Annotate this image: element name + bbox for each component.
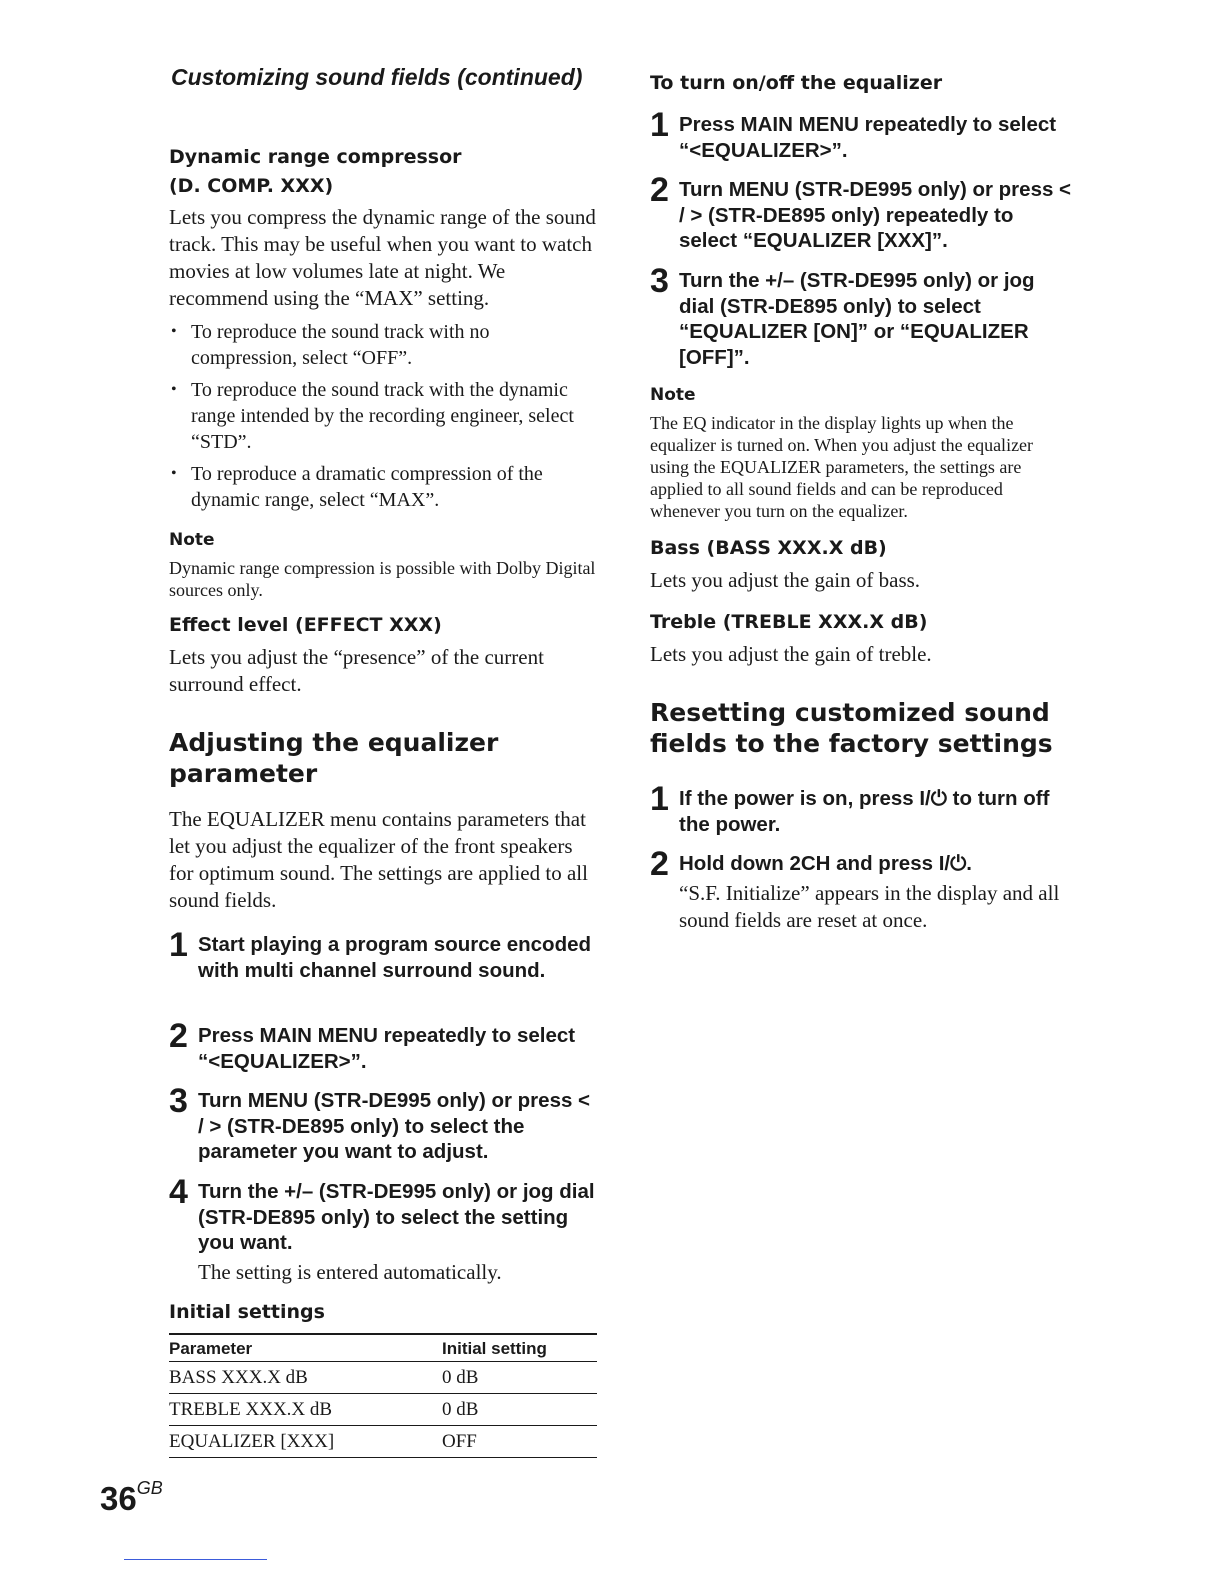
cell-parameter: BASS XXX.X dB — [169, 1362, 442, 1394]
column-header-initial-setting: Initial setting — [442, 1334, 597, 1362]
running-header: Customizing sound fields (continued) — [171, 64, 583, 90]
dynamic-range-heading-line1: Dynamic range compressor — [169, 146, 462, 168]
step-number: 1 — [650, 780, 669, 818]
equalizer-intro: The EQUALIZER menu contains parameters that let you adjust the equalizer of the front speakers for optimum sound. The settings are applied to all sound fields. — [169, 807, 588, 912]
equalizer-onoff-heading: To turn on/off the equalizer — [650, 72, 943, 94]
reset-step-1 — [650, 780, 1075, 837]
dynamic-range-heading-line2: (D. COMP. XXX) — [169, 175, 334, 197]
step-text: Turn MENU (STR-DE995 only) or press < / > (STR-DE895 only) repeatedly to select “EQUALIZER [XXX]”. — [679, 178, 1072, 252]
step-text: Start playing a program source encoded with multi channel surround sound. — [198, 933, 592, 982]
page-number-value: 36 — [100, 1480, 137, 1517]
note-label: Note — [650, 385, 696, 405]
step-text: Turn the +/– (STR-DE995 only) or jog dial (STR-DE895 only) to select “EQUALIZER [ON]” or “EQUALIZER [OFF]”. — [679, 269, 1035, 369]
step-text: Press MAIN MENU repeatedly to select “<EQUALIZER>”. — [679, 113, 1057, 162]
equalizer-section-title-line1: Adjusting the equalizer — [169, 728, 499, 757]
effect-level-body: Lets you adjust the “presence” of the current surround effect. — [169, 645, 544, 696]
step-number: 2 — [169, 1017, 188, 1055]
note-label: Note — [169, 530, 215, 550]
onoff-step-1 — [650, 106, 1075, 163]
reset-step-2 — [650, 845, 1075, 934]
table-header-row — [169, 1334, 597, 1362]
step-number: 2 — [650, 171, 669, 209]
bullet-item: • To reproduce the sound track with no compression, select “OFF”. — [169, 319, 599, 371]
table-row — [169, 1394, 597, 1426]
bullet-item: • To reproduce the sound track with the dynamic range intended by the recording engineer, select “STD”. — [169, 377, 599, 455]
step-number: 1 — [650, 106, 669, 144]
step-result: “S.F. Initialize” appears in the display and all sound fields are reset at once. — [679, 880, 1060, 932]
step-text: Hold down 2CH and press I/⏻. — [679, 852, 972, 875]
onoff-step-2 — [650, 171, 1075, 254]
note-text: Dynamic range compression is possible with Dolby Digital sources only. — [169, 558, 596, 600]
cell-parameter: TREBLE XXX.X dB — [169, 1394, 442, 1426]
initial-settings-heading: Initial settings — [169, 1301, 325, 1323]
bullet-item: • To reproduce a dramatic compression of the dynamic range, select “MAX”. — [169, 461, 599, 513]
step-number: 2 — [650, 845, 669, 883]
table-row — [169, 1426, 597, 1458]
step-text: Press MAIN MENU repeatedly to select “<EQUALIZER>”. — [198, 1024, 576, 1073]
onoff-step-3 — [650, 262, 1075, 370]
page-number-suffix: GB — [136, 1478, 163, 1498]
step-2 — [169, 1017, 599, 1074]
reset-section-title: Resetting customized sound fields to the factory settings — [650, 698, 1053, 758]
table-row — [169, 1362, 597, 1394]
equalizer-section-title-line2: parameter — [169, 759, 318, 788]
treble-body: Lets you adjust the gain of treble. — [650, 642, 932, 666]
cell-value: 0 dB — [442, 1394, 597, 1426]
step-result: The setting is entered automatically. — [198, 1259, 502, 1284]
footer-rule — [124, 1559, 267, 1560]
step-4 — [169, 1173, 599, 1286]
step-number: 3 — [169, 1082, 188, 1120]
step-number: 4 — [169, 1173, 188, 1211]
page-number — [100, 1478, 163, 1518]
effect-level-heading: Effect level (EFFECT XXX) — [169, 614, 442, 636]
step-3 — [169, 1082, 599, 1165]
dynamic-range-options — [169, 319, 599, 519]
initial-settings-table — [169, 1333, 597, 1458]
treble-heading: Treble (TREBLE XXX.X dB) — [650, 611, 928, 633]
column-header-parameter: Parameter — [169, 1334, 442, 1362]
cell-value: 0 dB — [442, 1362, 597, 1394]
step-text: If the power is on, press I/⏻ to turn off the power. — [679, 787, 1050, 836]
step-number: 1 — [169, 926, 188, 964]
cell-parameter: EQUALIZER [XXX] — [169, 1426, 442, 1458]
note-text: The EQ indicator in the display lights up when the equalizer is turned on. When you adjust the equalizer using the EQUALIZER parameters, the settings are applied to all sound fields and can be reproduced whenever you turn on the equalizer. — [650, 413, 1034, 521]
dynamic-range-body: Lets you compress the dynamic range of the sound track. This may be useful when you want to watch movies at low volumes late at night. We recommend using the “MAX” setting. — [169, 205, 596, 310]
cell-value: OFF — [442, 1426, 597, 1458]
bass-body: Lets you adjust the gain of bass. — [650, 568, 921, 592]
step-text: Turn MENU (STR-DE995 only) or press < / > (STR-DE895 only) to select the parameter you want to adjust. — [198, 1089, 591, 1163]
step-1 — [169, 926, 599, 983]
bass-heading: Bass (BASS XXX.X dB) — [650, 537, 887, 559]
step-number: 3 — [650, 262, 669, 300]
step-text: Turn the +/– (STR-DE995 only) or jog dial (STR-DE895 only) to select the setting you want. — [198, 1180, 595, 1254]
